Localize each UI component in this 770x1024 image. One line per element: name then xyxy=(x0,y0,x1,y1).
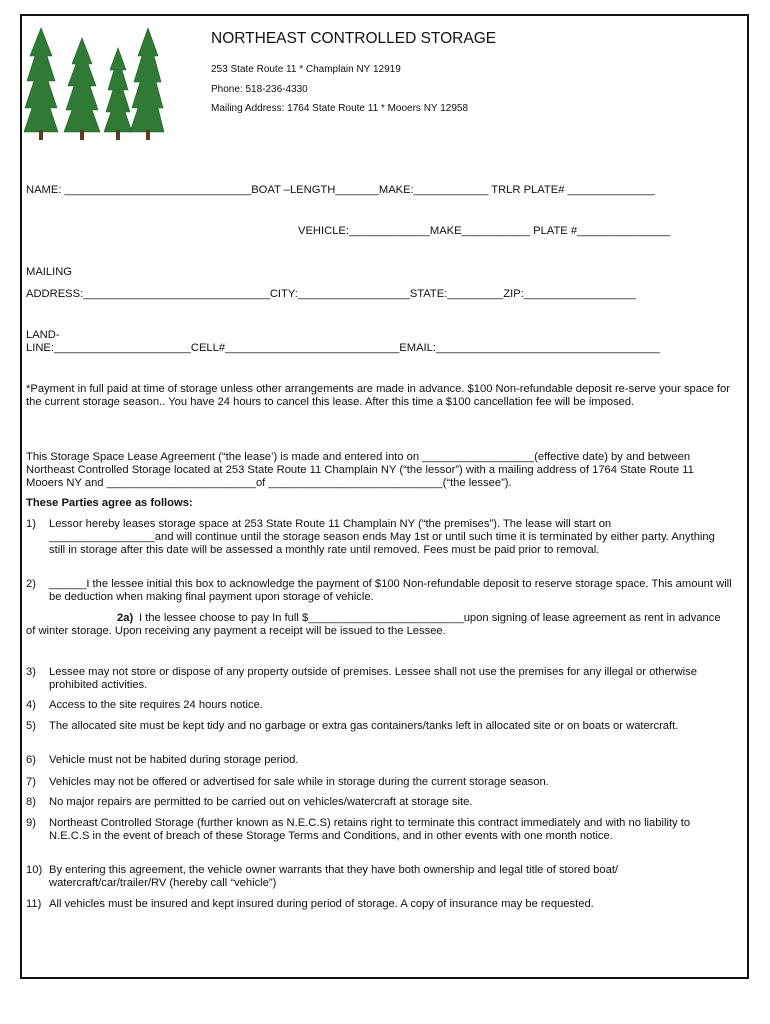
term-text: The allocated site must be kept tidy and no garbage or extra gas containers/tanks left in allocated site or on boats or watercraft. xyxy=(49,720,679,732)
term-text: No major repairs are permitted to be carried out on vehicles/watercraft at storage site. xyxy=(49,796,473,808)
term-text: Lessor hereby leases storage space at 253 State Route 11 Champlain NY (“the premises”). The lease will start on _________________and will continue until the storage season ends May 1st or until such time it is terminated by either party. Anything still in storage after this date will be assessed a monthly rate until removed. Fees must be paid prior to removal. xyxy=(49,518,715,556)
term-number: 11) xyxy=(26,898,42,910)
term-text: Access to the site requires 24 hours notice. xyxy=(49,699,263,711)
term-number: 6) xyxy=(26,754,36,766)
company-address: 253 State Route 11 * Champlain NY 12919 xyxy=(211,64,401,75)
term-number: 7) xyxy=(26,776,36,788)
term-number: 10) xyxy=(26,864,43,876)
form-row-phone-email[interactable]: LINE:______________________CELL#____________________________EMAIL:____________________________________ xyxy=(26,342,660,354)
term-text: ______I the lessee initial this box to acknowledge the payment of $100 Non-refundable deposit to reserve storage space. This amount will be deduction when making final payment upon storage of vehicle. xyxy=(49,578,732,603)
parties-heading: These Parties agree as follows: xyxy=(26,497,193,509)
term-text: Lessee may not store or dispose of any property outside of premises. Lessee shall not use the premises for any illegal or otherwise prohibited activities. xyxy=(49,666,697,691)
agreement-intro: This Storage Space Lease Agreement (“the lease’) is made and entered into on __________________(effective date) by and between Northeast Controlled Storage located at 253 State Route 11 Champlain NY (“the lessor”) with a mailing address of 1764 State Route 11 Mooers NY and ________________________of ____________________________(“the lessee”). xyxy=(26,451,694,489)
term-text: Vehicles may not be offered or advertised for sale while in storage during the current storage season. xyxy=(49,776,549,788)
company-phone: Phone: 518-236-4330 xyxy=(211,84,308,95)
form-row-name-boat[interactable]: NAME: ______________________________BOAT –LENGTH_______MAKE:____________ TRLR PLATE# ______________ xyxy=(26,184,655,196)
term-number: 5) xyxy=(26,720,36,732)
landline-label: LAND- xyxy=(26,329,60,341)
payment-note: *Payment in full paid at time of storage unless other arrangements are made in advance. $100 Non-refundable deposit re-serve your space for the current storage season.. You have 24 hours to cancel this lease. After this time a $100 cancellation fee will be imposed. xyxy=(26,383,730,408)
mailing-label: MAILING xyxy=(26,266,73,278)
term-number: 2) xyxy=(26,578,36,590)
term-text: Northeast Controlled Storage (further known as N.E.C.S) retains right to terminate this contract immediately and with no liability to N.E.C.S in the event of breach of these Storage Terms and Conditions, and in other events with one month notice. xyxy=(49,817,691,842)
term-text: By entering this agreement, the vehicle owner warrants that they have both ownership and legal title of stored boat/ watercraft/car/trailer/RV (hereby call “vehicle”) xyxy=(49,864,619,889)
pine-trees-logo xyxy=(24,26,164,142)
term-text: I the lessee choose to pay In full $_________________________upon signing of lease agreement as rent in advance of winter storage. Upon receiving any payment a receipt will be issued to the Lessee. xyxy=(26,612,721,637)
term-number: 4) xyxy=(26,699,36,711)
company-title: NORTHEAST CONTROLLED STORAGE xyxy=(211,30,497,47)
form-row-address[interactable]: ADDRESS:______________________________CITY:__________________STATE:_________ZIP:__________________ xyxy=(26,288,636,300)
term-number: 2a) xyxy=(117,612,134,624)
term-number: 3) xyxy=(26,666,36,678)
term-number: 9) xyxy=(26,817,36,829)
term-text: Vehicle must not be habited during storage period. xyxy=(49,754,299,766)
term-text: All vehicles must be insured and kept insured during period of storage. A copy of insurance may be requested. xyxy=(49,898,594,910)
term-number: 1) xyxy=(26,518,36,530)
company-mailing-address: Mailing Address: 1764 State Route 11 * Mooers NY 12958 xyxy=(211,103,469,114)
term-number: 8) xyxy=(26,796,36,808)
form-row-vehicle[interactable]: VEHICLE:_____________MAKE___________ PLATE #_______________ xyxy=(298,225,671,237)
